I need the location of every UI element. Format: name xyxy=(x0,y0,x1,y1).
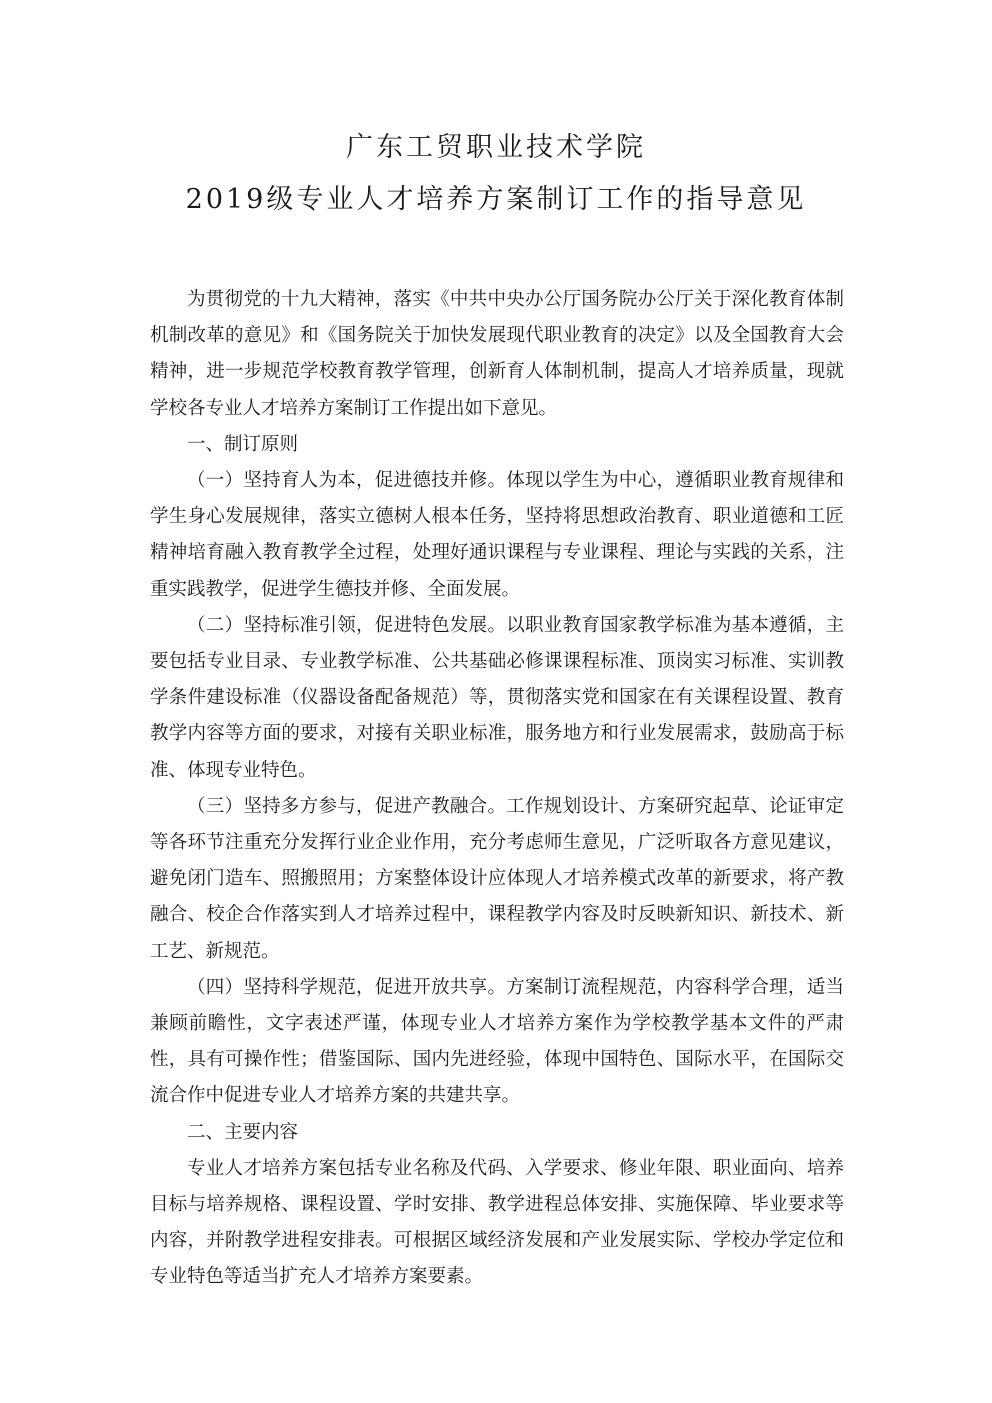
intro-paragraph: 为贯彻党的十九大精神，落实《中共中央办公厅国务院办公厅关于深化教育体制机制改革的意见》和《国务院关于加快发展现代职业教育的决定》以及全国教育大会精神，进一步规范学校教育教学管理，创新育人体制机制，提高人才培养质量，现就学校各专业人才培养方案制订工作提出如下意见。 xyxy=(150,289,844,419)
principle-paragraph-4: （四）坚持科学规范，促进开放共享。方案制订流程规范，内容科学合理，适当兼顾前瞻性，文字表述严谨，体现专业人才培养方案作为学校教学基本文件的严肃性，具有可操作性；借鉴国际、国内先进经验，体现中国特色、国际水平，在国际交流合作中促进专业人才培养方案的共建共享。 xyxy=(150,976,844,1107)
document-body xyxy=(150,282,844,1296)
section-heading-content: 二、主要内容 xyxy=(187,1121,299,1143)
title-line-institution: 广东工贸职业技术学院 xyxy=(346,132,646,163)
title-line-subject: 2019级专业人才培养方案制订工作的指导意见 xyxy=(185,184,807,215)
principle-paragraph-1: （一）坚持育人为本，促进德技并修。体现以学生为中心，遵循职业教育规律和学生身心发展规律，落实立德树人根本任务，坚持将思想政治教育、职业道德和工匠精神培育融入教育教学全过程，处理好通识课程与专业课程、理论与实践的关系，注重实践教学，促进学生德技并修、全面发展。 xyxy=(150,470,844,600)
principle-paragraph-3: （三）坚持多方参与，促进产教融合。工作规划设计、方案研究起草、论证审定等各环节注重充分发挥行业企业作用，充分考虑师生意见，广泛听取各方意见建议，避免闭门造车、照搬照用；方案整体设计应体现人才培养模式改革的新要求，将产教融合、校企合作落实到人才培养过程中，课程教学内容及时反映新知识、新技术、新工艺、新规范。 xyxy=(150,795,844,962)
section-heading-principles: 一、制订原则 xyxy=(187,433,299,455)
document-title xyxy=(0,122,992,226)
principle-paragraph-2: （二）坚持标准引领，促进特色发展。以职业教育国家教学标准为基本遵循，主要包括专业目录、专业教学标准、公共基础必修课课程标准、顶岗实习标准、实训教学条件建设标准（仪器设备配备规范）等，贯彻落实党和国家在有关课程设置、教育教学内容等方面的要求，对接有关职业标准，服务地方和行业发展需求，鼓励高于标准、体现专业特色。 xyxy=(150,614,844,781)
content-paragraph: 专业人才培养方案包括专业名称及代码、入学要求、修业年限、职业面向、培养目标与培养规格、课程设置、学时安排、教学进程总体安排、实施保障、毕业要求等内容，并附教学进程安排表。可根据区域经济发展和产业发展实际、学校办学定位和专业特色等适当扩充人才培养方案要素。 xyxy=(150,1157,844,1288)
